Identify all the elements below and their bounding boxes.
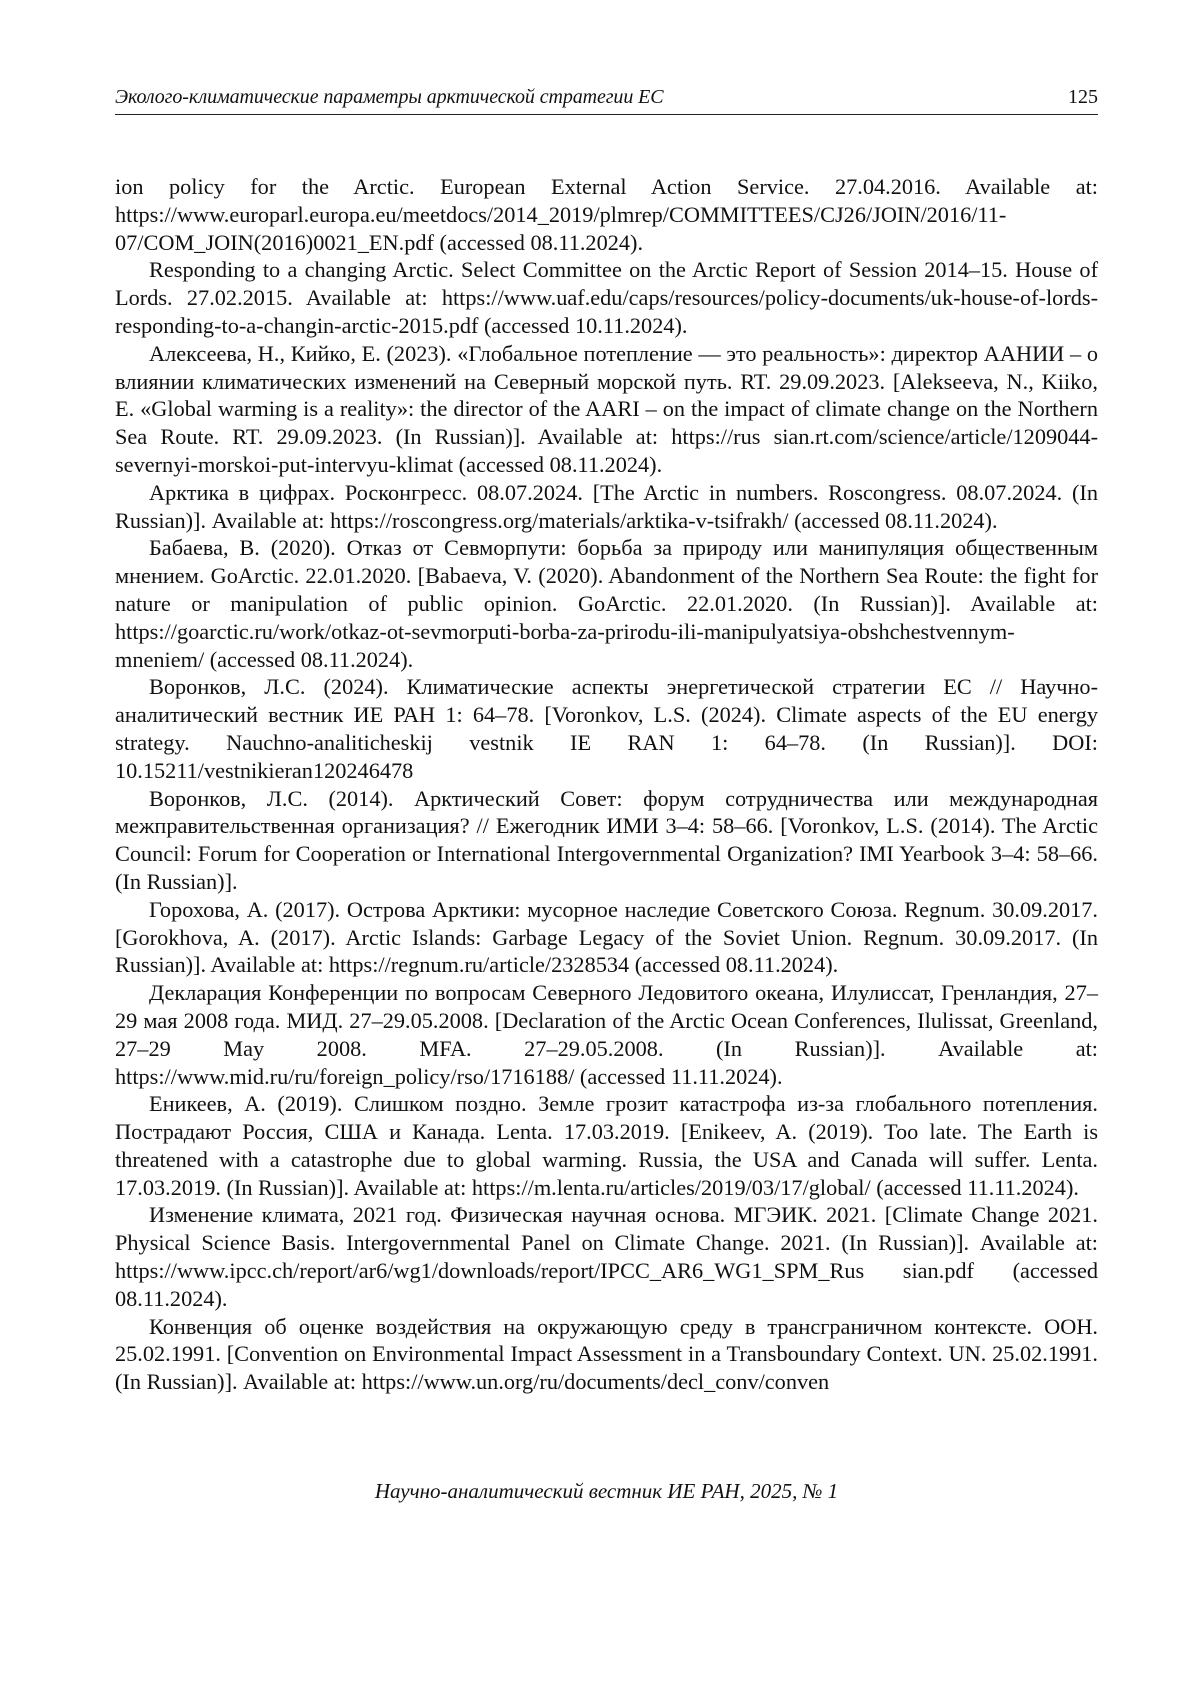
running-footer: Научно-аналитический вестник ИЕ РАН, 2025, № 1 (374, 1479, 839, 1503)
page-number: 125 (1068, 86, 1098, 108)
reference-entry: ion policy for the Arctic. European External Action Service. 27.04.2016. Available at: https://www.europarl.europa.eu/meetdocs/2014_2019/plmrep/COMMITTEES/CJ26/JOIN/2016/11-07/COM_JOIN(2016)0021_EN.pdf (accessed 08.11.2024). (115, 174, 1098, 255)
reference-entry: Еникеев, А. (2019). Слишком поздно. Земле грозит катастрофа из-за глобального потепления. Пострадают Россия, США и Канада. Lenta. 17.03.2019. [Enikeev, A. (2019). Too late. The Earth is threatened with a catastrophe due to global warming. Russia, the USA and Canada will suffer. Lenta. 17.03.2019. (In Russian)]. Available at: https://m.lenta.ru/articles/2019/03/17/global/ (accessed 11.11.2024). (115, 1091, 1098, 1200)
reference-entry: Бабаева, В. (2020). Отказ от Севморпути: борьба за природу или манипуляция общественным мнением. GoArctic. 22.01.2020. [Babaeva, V. (2020). Abandonment of the Northern Sea Route: the fight for nature or manipulation of public opinion. GoArctic. 22.01.2020. (In Russian)]. Available at: https://goarctic.ru/work/otkaz-ot-sevmorputi-borba-za-prirodu-ili-manipulyatsiya-obshchestvennym-mneniem/ (accessed 08.11.2024). (115, 535, 1098, 672)
reference-list (115, 173, 1098, 1396)
running-title: Эколого-климатические параметры арктической стратегии ЕС (115, 86, 664, 108)
reference-entry: Горохова, А. (2017). Острова Арктики: мусорное наследие Советского Союза. Regnum. 30.09.2017. [Gorokhova, A. (2017). Arctic Islands: Garbage Legacy of the Soviet Union. Regnum. 30.09.2017. (In Russian)]. Available at: https://regnum.ru/article/2328534 (accessed 08.11.2024). (115, 896, 1098, 978)
reference-entry: Алексеева, Н., Кийко, Е. (2023). «Глобальное потепление — это реальность»: директор ААНИИ – о влиянии климатических изменений на Северный морской путь. RT. 29.09.2023. [Alekseeva, N., Kiiko, E. «Global warming is a reality»: the director of the AARI – on the impact of climate change on the Northern Sea Route. RT. 29.09.2023. (In Russian)]. Available at: https://rus sian.rt.com/science/article/1209044-severnyi-morskoi-put-intervyu-klimat (accessed 08.11.2024). (115, 340, 1098, 477)
reference-entry: Воронков, Л.С. (2014). Арктический Совет: форум сотрудничества или международная межправительственная организация? // Ежегодник ИМИ 3–4: 58–66. [Voronkov, L.S. (2014). The Arctic Council: Forum for Cooperation or International Intergovernmental Organization? IMI Yearbook 3–4: 58–66. (In Russian)]. (115, 785, 1098, 894)
reference-entry: Воронков, Л.С. (2024). Климатические аспекты энергетической стратегии ЕС // Научно-аналитический вестник ИЕ РАН 1: 64–78. [Voronkov, L.S. (2024). Climate aspects of the EU energy strategy. Nauchno-analiticheskij vestnik IE RAN 1: 64–78. (In Russian)]. DOI: 10.15211/vestnikieran120246478 (115, 674, 1098, 783)
reference-entry: Изменение климата, 2021 год. Физическая научная основа. МГЭИК. 2021. [Climate Change 2021. Physical Science Basis. Intergovernmental Panel on Climate Change. 2021. (In Russian)]. Available at: https://www.ipcc.ch/report/ar6/wg1/downloads/report/IPCC_AR6_WG1_SPM_Rus sian.pdf (accessed 08.11.2024). (115, 1202, 1098, 1311)
reference-entry: Responding to a changing Arctic. Select Committee on the Arctic Report of Session 2014–15. House of Lords. 27.02.2015. Available at: https://www.uaf.edu/caps/resources/policy-documents/uk-house-of-lords-responding-to-a-changin-arctic-2015.pdf (accessed 10.11.2024). (115, 257, 1098, 338)
running-header (115, 84, 1098, 115)
reference-entry: Декларация Конференции по вопросам Северного Ледовитого океана, Илулиссат, Гренландия, 27–29 мая 2008 года. МИД. 27–29.05.2008. [Declaration of the Arctic Ocean Conferences, Ilulissat, Greenland, 27–29 May 2008. MFA. 27–29.05.2008. (In Russian)]. Available at: https://www.mid.ru/ru/foreign_policy/rso/1716188/ (accessed 11.11.2024). (115, 980, 1098, 1089)
reference-entry: Конвенция об оценке воздействия на окружающую среду в трансграничном контексте. ООН. 25.02.1991. [Convention on Environmental Impact Assessment in a Transboundary Context. UN. 25.02.1991. (In Russian)]. Available at: https://www.un.org/ru/documents/decl_conv/conven (115, 1313, 1098, 1395)
reference-entry: Арктика в цифрах. Росконгресс. 08.07.2024. [The Arctic in numbers. Roscongress. 08.07.2024. (In Russian)]. Available at: https://roscongress.org/materials/arktika-v-tsifrakh/ (accessed 08.11.2024). (115, 479, 1098, 533)
